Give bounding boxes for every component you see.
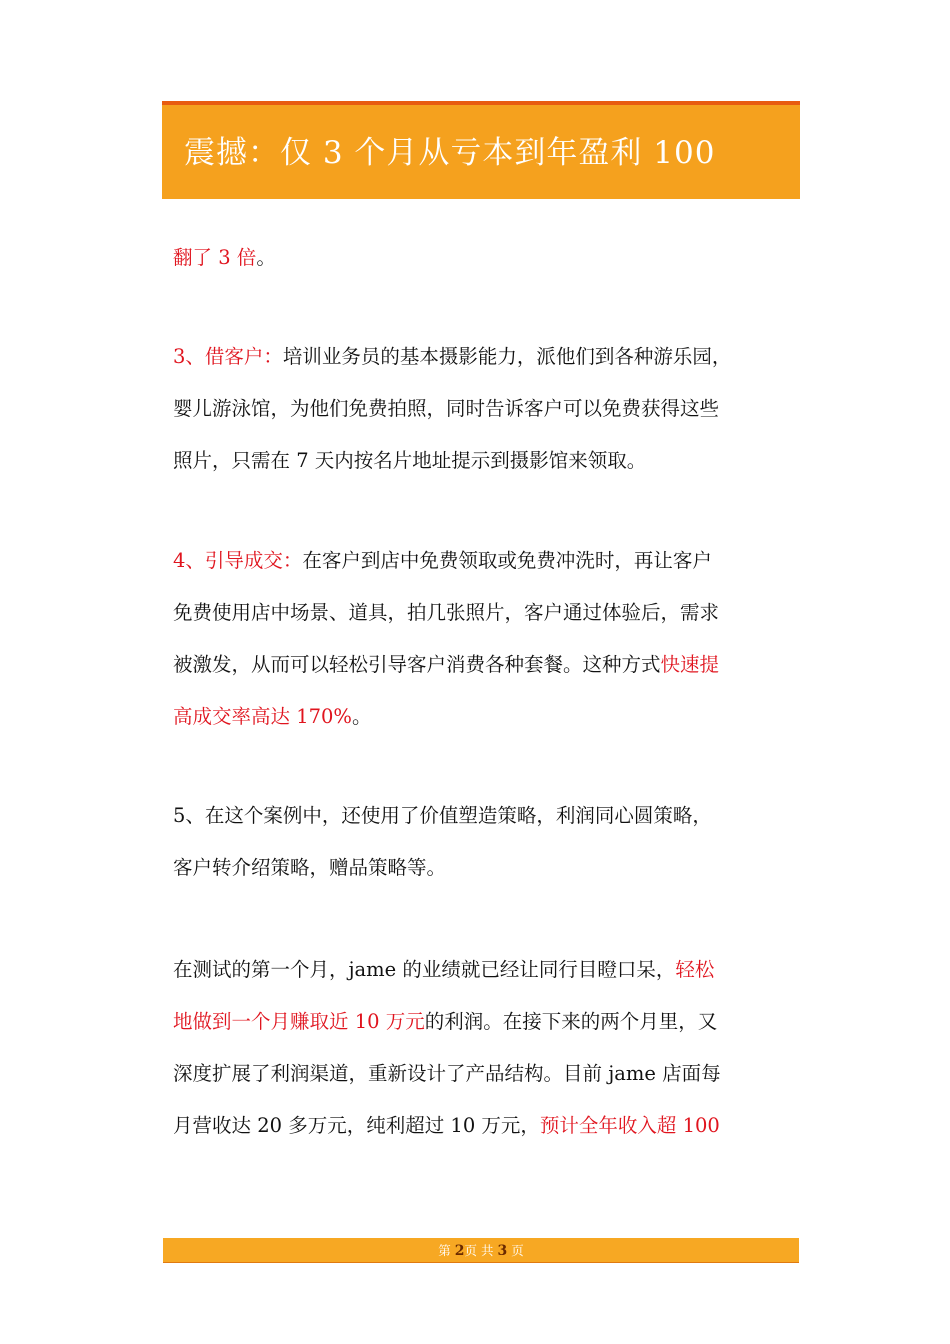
highlight-text: 高成交率高达 170% — [173, 705, 352, 728]
body-text: 客户转介绍策略，赠品策略等。 — [173, 856, 447, 879]
highlight-text: 翻了 3 倍 — [173, 246, 257, 269]
total-page-number: 3 — [497, 1243, 508, 1259]
page-label: 页 共 — [464, 1243, 494, 1258]
document-title: 震撼：仅 3 个月从亏本到年盈利 100 — [184, 135, 716, 171]
paragraph-5 — [173, 944, 793, 1152]
body-text: 照片，只需在 7 天内按名片地址提示到摄影馆来领取。 — [173, 449, 647, 472]
page-label: 页 — [511, 1243, 524, 1258]
section-label: 4、引导成交： — [173, 549, 303, 572]
body-text: 5、在这个案例中，还使用了价值塑造策略，利润同心圆策略， — [173, 804, 712, 827]
highlight-text: 预计全年收入超 100 — [539, 1114, 720, 1137]
body-text: 免费使用店中场景、道具，拍几张照片，客户通过体验后，需求 — [173, 601, 720, 624]
body-text: 在客户到店中免费领取或免费冲洗时，再让客户 — [302, 549, 712, 572]
header-banner — [162, 101, 800, 199]
body-text: 深度扩展了利润渠道，重新设计了产品结构。目前 jame 店面每 — [173, 1062, 721, 1085]
body-text: 婴儿游泳馆，为他们免费拍照，同时告诉客户可以免费获得这些 — [173, 397, 720, 420]
body-text: 。 — [351, 705, 372, 728]
highlight-text: 快速提 — [660, 653, 720, 676]
body-text: 培训业务员的基本摄影能力，派他们到各种游乐园， — [282, 345, 732, 368]
paragraph-2 — [173, 331, 793, 487]
page-footer — [163, 1238, 799, 1263]
paragraph-4 — [173, 790, 793, 894]
body-text: 被激发，从而可以轻松引导客户消费各种套餐。这种方式 — [173, 653, 661, 676]
body-text: 月营收达 20 多万元，纯利超过 10 万元， — [173, 1114, 540, 1137]
body-text: 的利润。在接下来的两个月里，又 — [424, 1010, 718, 1033]
page-label: 第 — [438, 1243, 451, 1258]
highlight-text: 地做到一个月赚取近 10 万元 — [173, 1010, 425, 1033]
paragraph-1 — [173, 232, 793, 284]
highlight-text: 轻松 — [675, 958, 715, 981]
current-page-number: 2 — [454, 1243, 465, 1259]
paragraph-3 — [173, 535, 793, 743]
body-text: 。 — [256, 246, 276, 269]
section-label: 3、借客户： — [173, 345, 283, 368]
body-text: 在测试的第一个月，jame 的业绩就已经让同行目瞪口呆， — [173, 958, 676, 981]
